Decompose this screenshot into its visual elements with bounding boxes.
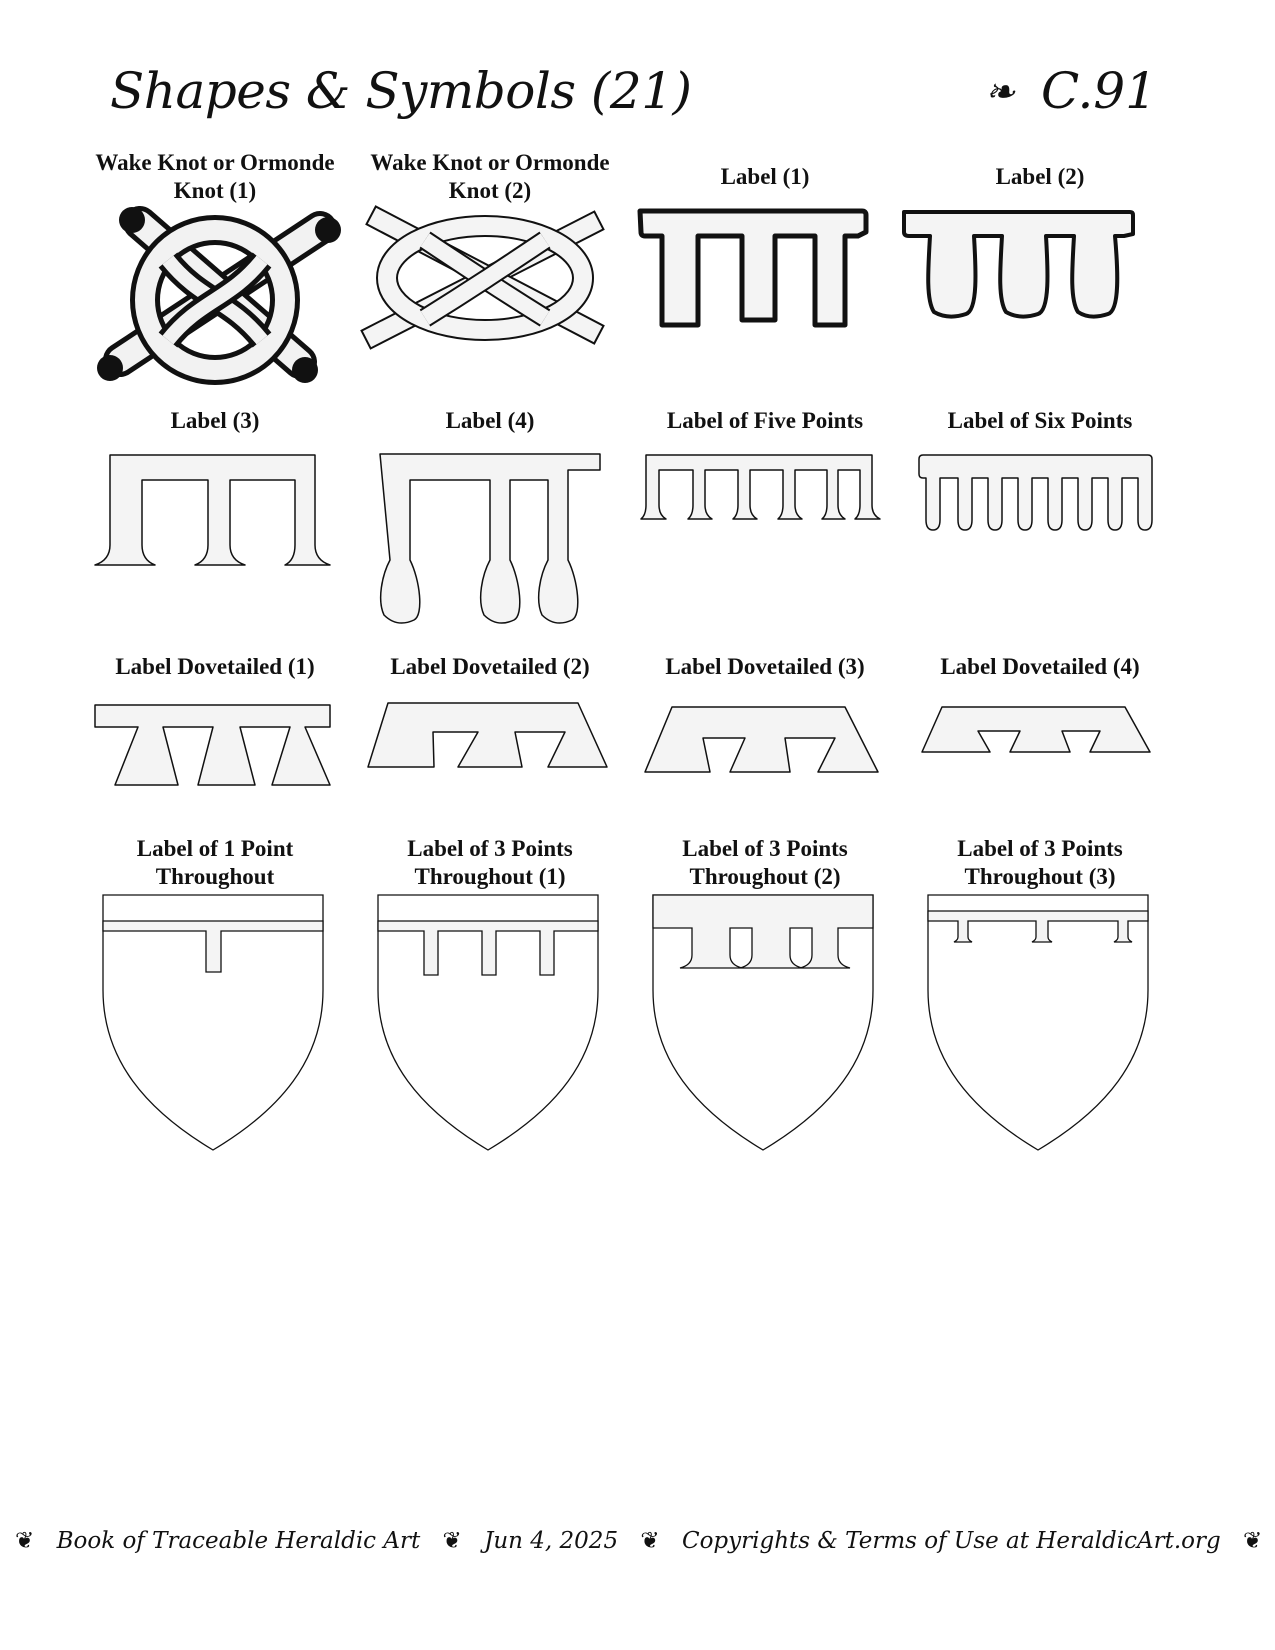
label-3-points-throughout-1-drawing [375,890,605,1155]
caption-label-1-point-throughout: Label of 1 Point Throughout [136,836,294,889]
label-five-points-drawing [640,450,880,525]
label-dovetailed-2-drawing [365,700,615,775]
caption-wake-knot-2: Wake Knot or Ormonde Knot (2) [370,150,610,203]
label-3-points-throughout-3-drawing [925,890,1155,1155]
caption-label-1: Label (1) [720,164,810,189]
fleuron-icon: ❦ [442,1528,462,1554]
caption-label-3-points-throughout-1: Label of 3 Points Throughout (1) [407,836,573,889]
page-footer [0,1528,1275,1554]
wake-knot-2-drawing [360,205,610,355]
caption-label-dovetailed-3: Label Dovetailed (3) [665,654,865,679]
label-2-drawing [895,205,1135,330]
label-1-drawing [620,205,860,330]
caption-label-dovetailed-4: Label Dovetailed (4) [940,654,1140,679]
caption-label-six-points: Label of Six Points [947,408,1133,433]
page-title: Shapes & Symbols (21) [110,62,692,120]
label-dovetailed-3-drawing [640,700,890,775]
label-4-drawing [365,450,615,625]
caption-label-3-points-throughout-2: Label of 3 Points Throughout (2) [682,836,848,889]
label-dovetailed-1-drawing [90,700,340,790]
label-1-point-throughout-drawing [100,890,330,1155]
fleuron-icon: ❦ [640,1528,660,1554]
page-reference [985,62,1157,120]
caption-label-2: Label (2) [995,164,1085,189]
caption-label-3-points-throughout-3: Label of 3 Points Throughout (3) [957,836,1123,889]
fleuron-icon: ❦ [15,1528,35,1554]
caption-label-five-points: Label of Five Points [666,408,864,433]
footer-book-title: Book of Traceable Heraldic Art [56,1528,421,1554]
page-number: C.91 [1041,62,1157,120]
footer-copyright: Copyrights & Terms of Use at HeraldicArt.org [681,1528,1221,1554]
label-dovetailed-4-drawing [915,700,1165,760]
caption-label-dovetailed-1: Label Dovetailed (1) [115,654,315,679]
caption-label-3: Label (3) [170,408,260,433]
caption-wake-knot-1: Wake Knot or Ormonde Knot (1) [95,150,335,203]
caption-label-dovetailed-2: Label Dovetailed (2) [390,654,590,679]
caption-label-4: Label (4) [445,408,535,433]
label-3-points-throughout-2-drawing [650,890,880,1155]
fleuron-icon: ❦ [1243,1528,1263,1554]
label-3-drawing [90,450,340,575]
footer-date: Jun 4, 2025 [484,1528,619,1554]
leaf-ornament-icon: ❧ [984,72,1015,113]
label-six-points-drawing [915,450,1155,535]
wake-knot-1-drawing [90,210,340,385]
